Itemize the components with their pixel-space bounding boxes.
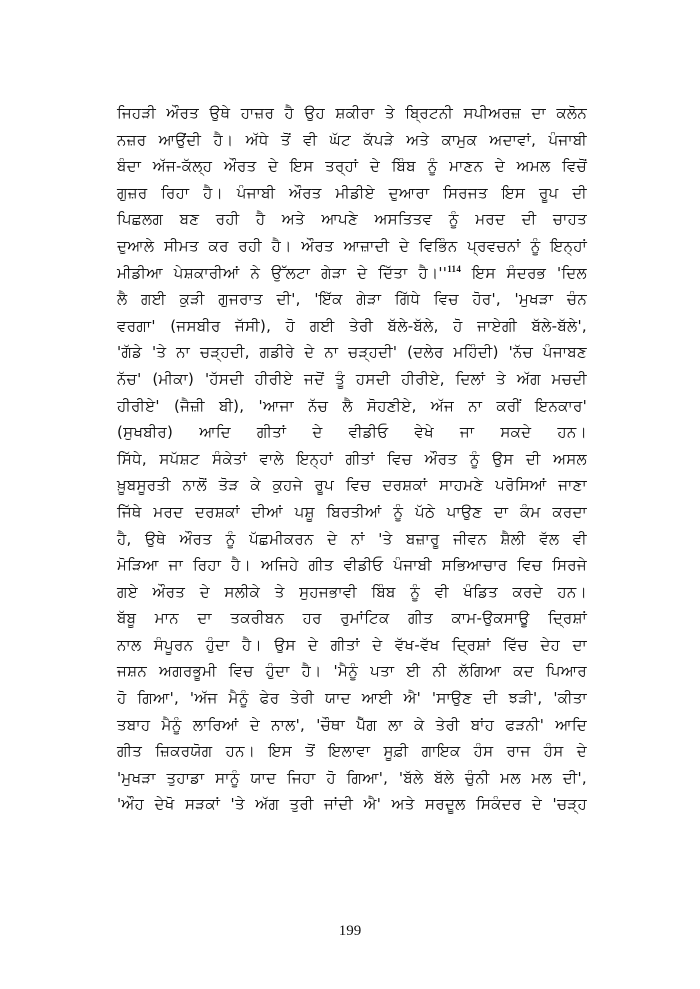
text-line: ਮੋੜਿਆ ਜਾ ਰਿਹਾ ਹੈ। ਅਜਿਹੇ ਗੀਤ ਵੀਡੀਓ ਪੰਜਾਬੀ ਸਭਿਆਚਾਰ ਵਿਚ ਸਿਰਜੇ bbox=[117, 556, 587, 575]
page-number: 199 bbox=[338, 923, 362, 939]
text-segment: ਮੀਡੀਆ ਪੇਸ਼ਕਾਰੀਆਂ ਨੇ ਉੱਲਟਾ ਗੇੜਾ ਦੇ ਦਿੱਤਾ ਹੈ।'' bbox=[117, 263, 448, 282]
text-line: 'ਮੁਖੜਾ ਤੁਹਾਡਾ ਸਾਨੂੰ ਯਾਦ ਜਿਹਾ ਹੋ ਗਿਆ', 'ਬੱਲੇ ਬੱਲੇ ਚੁੰਨੀ ਮਲ ਮਲ ਦੀ', bbox=[117, 768, 587, 787]
text-line: ਗਏ ਔਰਤ ਦੇ ਸਲੀਕੇ ਤੇ ਸੁਹਜਭਾਵੀ ਬਿੰਬ ਨੂੰ ਵੀ ਖੰਡਿਤ ਕਰਦੇ ਹਨ। bbox=[117, 582, 587, 601]
text-line: ਤਬਾਹ ਮੈਨੂੰ ਲਾਰਿਆਂ ਦੇ ਨਾਲ', 'ਚੌਥਾ ਪੈੱਗ ਲਾ ਕੇ ਤੇਰੀ ਬਾਂਹ ਫੜਨੀ' ਆਦਿ bbox=[117, 715, 587, 734]
text-line: ਗੀਤ ਜ਼ਿਕਰਯੋਗ ਹਨ। ਇਸ ਤੋਂ ਇਲਾਵਾ ਸੂਫ਼ੀ ਗਾਇਕ ਹੰਸ ਰਾਜ ਹੰਸ ਦੇ bbox=[117, 742, 587, 761]
text-line: (ਸੁਖਬੀਰ) ਆਦਿ ਗੀਤਾਂ ਦੇ ਵੀਡੀਓ ਵੇਖੇ ਜਾ ਸਕਦੇ ਹਨ। bbox=[117, 423, 587, 442]
text-line: ਦੁਆਲੇ ਸੀਮਤ ਕਰ ਰਹੀ ਹੈ। ਔਰਤ ਆਜ਼ਾਦੀ ਦੇ ਵਿਭਿੰਨ ਪ੍ਰਵਚਨਾਂ ਨੂੰ ਇਨ੍ਹਾਂ bbox=[117, 236, 587, 255]
text-line: ਜਿੱਥੇ ਮਰਦ ਦਰਸ਼ਕਾਂ ਦੀਆਂ ਪਸ਼ੂ ਬਿਰਤੀਆਂ ਨੂੰ ਪੱਠੇ ਪਾਉਣ ਦਾ ਕੰਮ ਕਰਦਾ bbox=[117, 502, 587, 521]
text-line: ਵਰਗਾ' (ਜਸਬੀਰ ਜੱਸੀ), ਹੋ ਗਈ ਤੇਰੀ ਬੱਲੇ-ਬੱਲੇ, ਹੋ ਜਾਏਗੀ ਬੱਲੇ-ਬੱਲੇ', bbox=[117, 316, 587, 335]
text-line: ਹੀਰੀਏ' (ਜੈਜ਼ੀ ਬੀ), 'ਆਜਾ ਨੱਚ ਲੈ ਸੋਹਣੀਏ, ਅੱਜ ਨਾ ਕਰੀਂ ਇਨਕਾਰ' bbox=[117, 396, 587, 415]
text-line: ਜਿਹੜੀ ਔਰਤ ਉਥੇ ਹਾਜ਼ਰ ਹੈ ਉਹ ਸ਼ਕੀਰਾ ਤੇ ਬ੍ਰਿਟਨੀ ਸਪੀਅਰਜ਼ ਦਾ ਕਲੋਨ bbox=[117, 104, 587, 122]
text-line: ਲੈ ਗਈ ਕੁੜੀ ਗੁਜਰਾਤ ਦੀ', 'ਇੱਕ ਗੇੜਾ ਗਿੱਧੇ ਵਿਚ ਹੋਰ', 'ਮੁਖੜਾ ਚੰਨ bbox=[117, 290, 587, 309]
text-line: ਜਸ਼ਨ ਅਗਰਭੂਮੀ ਵਿਚ ਹੁੰਦਾ ਹੈ। 'ਮੈਨੂੰ ਪਤਾ ਈ ਨੀ ਲੱਗਿਆ ਕਦ ਪਿਆਰ bbox=[117, 662, 587, 681]
text-line: ਬੰਦਾ ਅੱਜ-ਕੱਲ੍ਹ ਔਰਤ ਦੇ ਇਸ ਤਰ੍ਹਾਂ ਦੇ ਬਿੰਬ ਨੂੰ ਮਾਣਨ ਦੇ ਅਮਲ ਵਿਚੋਂ bbox=[117, 157, 587, 176]
body-paragraph bbox=[117, 100, 587, 818]
text-line: ਹੈ, ਉਥੇ ਔਰਤ ਨੂੰ ਪੱਛਮੀਕਰਨ ਦੇ ਨਾਂ 'ਤੇ ਬਜ਼ਾਰੂ ਜੀਵਨ ਸ਼ੈਲੀ ਵੱਲ ਵੀ bbox=[117, 529, 587, 548]
text-line: ਸਿੱਧੇ, ਸਪੱਸ਼ਟ ਸੰਕੇਤਾਂ ਵਾਲੇ ਇਨ੍ਹਾਂ ਗੀਤਾਂ ਵਿਚ ਔਰਤ ਨੂੰ ਉਸ ਦੀ ਅਸਲ bbox=[117, 449, 587, 468]
text-line: 'ਗੱਡੇ 'ਤੇ ਨਾ ਚੜ੍ਹਦੀ, ਗਡੀਰੇ ਦੇ ਨਾ ਚੜ੍ਹਦੀ' (ਦਲੇਰ ਮਹਿੰਦੀ) 'ਨੱਚ ਪੰਜਾਬਣ bbox=[117, 343, 587, 362]
text-line: ਖ਼ੂਬਸੂਰਤੀ ਨਾਲੋਂ ਤੋੜ ਕੇ ਕੁਹਜੇ ਰੂਪ ਵਿਚ ਦਰਸ਼ਕਾਂ ਸਾਹਮਣੇ ਪਰੋਸਿਆਂ ਜਾਣਾ bbox=[117, 476, 587, 495]
text-segment: ਇਸ ਸੰਦਰਭ 'ਦਿਲ bbox=[472, 263, 587, 282]
text-line: ਪਿਛਲਗ ਬਣ ਰਹੀ ਹੈ ਅਤੇ ਆਪਣੇ ਅਸਤਿਤਵ ਨੂੰ ਮਰਦ ਦੀ ਚਾਹਤ bbox=[117, 210, 587, 229]
text-line: ਗੁਜ਼ਰ ਰਿਹਾ ਹੈ। ਪੰਜਾਬੀ ਔਰਤ ਮੀਡੀਏ ਦੁਆਰਾ ਸਿਰਜਤ ਇਸ ਰੂਪ ਦੀ bbox=[117, 183, 587, 202]
text-line: 'ਔਹ ਦੇਖੋ ਸੜਕਾਂ 'ਤੇ ਅੱਗ ਤੁਰੀ ਜਾਂਦੀ ਐ' ਅਤੇ ਸਰਦੂਲ ਸਿਕੰਦਰ ਦੇ 'ਚੜ੍ਹ bbox=[117, 795, 587, 814]
text-line: ਹੋ ਗਿਆ', 'ਅੱਜ ਮੈਨੂੰ ਫੇਰ ਤੇਰੀ ਯਾਦ ਆਈ ਐ' 'ਸਾਉਣ ਦੀ ਝੜੀ', 'ਕੀਤਾ bbox=[117, 689, 587, 708]
text-line: ਨਜ਼ਰ ਆਉਂਦੀ ਹੈ। ਅੱਧੇ ਤੋਂ ਵੀ ਘੱਟ ਕੱਪੜੇ ਅਤੇ ਕਾਮੁਕ ਅਦਾਵਾਂ, ਪੰਜਾਬੀ bbox=[117, 130, 587, 149]
text-line bbox=[117, 260, 587, 287]
text-line: ਨਾਲ ਸੰਪੂਰਨ ਹੁੰਦਾ ਹੈ। ਉਸ ਦੇ ਗੀਤਾਂ ਦੇ ਵੱਖ-ਵੱਖ ਦ੍ਰਿਸ਼ਾਂ ਵਿੱਚ ਦੇਹ ਦਾ bbox=[117, 635, 587, 654]
text-line: ਨੱਚ' (ਮੀਕਾ) 'ਹੱਸਦੀ ਹੀਰੀਏ ਜਦੋਂ ਤੂੰ ਹਸਦੀ ਹੀਰੀਏ, ਦਿਲਾਂ ਤੇ ਅੱਗ ਮਚਦੀ bbox=[117, 369, 587, 388]
text-line: ਬੱਬੂ ਮਾਨ ਦਾ ਤਕਰੀਬਨ ਹਰ ਰੁਮਾਂਟਿਕ ਗੀਤ ਕਾਮ-ਉਕਸਾਊ ਦ੍ਰਿਸ਼ਾਂ bbox=[117, 609, 587, 628]
footnote-reference[interactable]: 114 bbox=[447, 263, 462, 274]
